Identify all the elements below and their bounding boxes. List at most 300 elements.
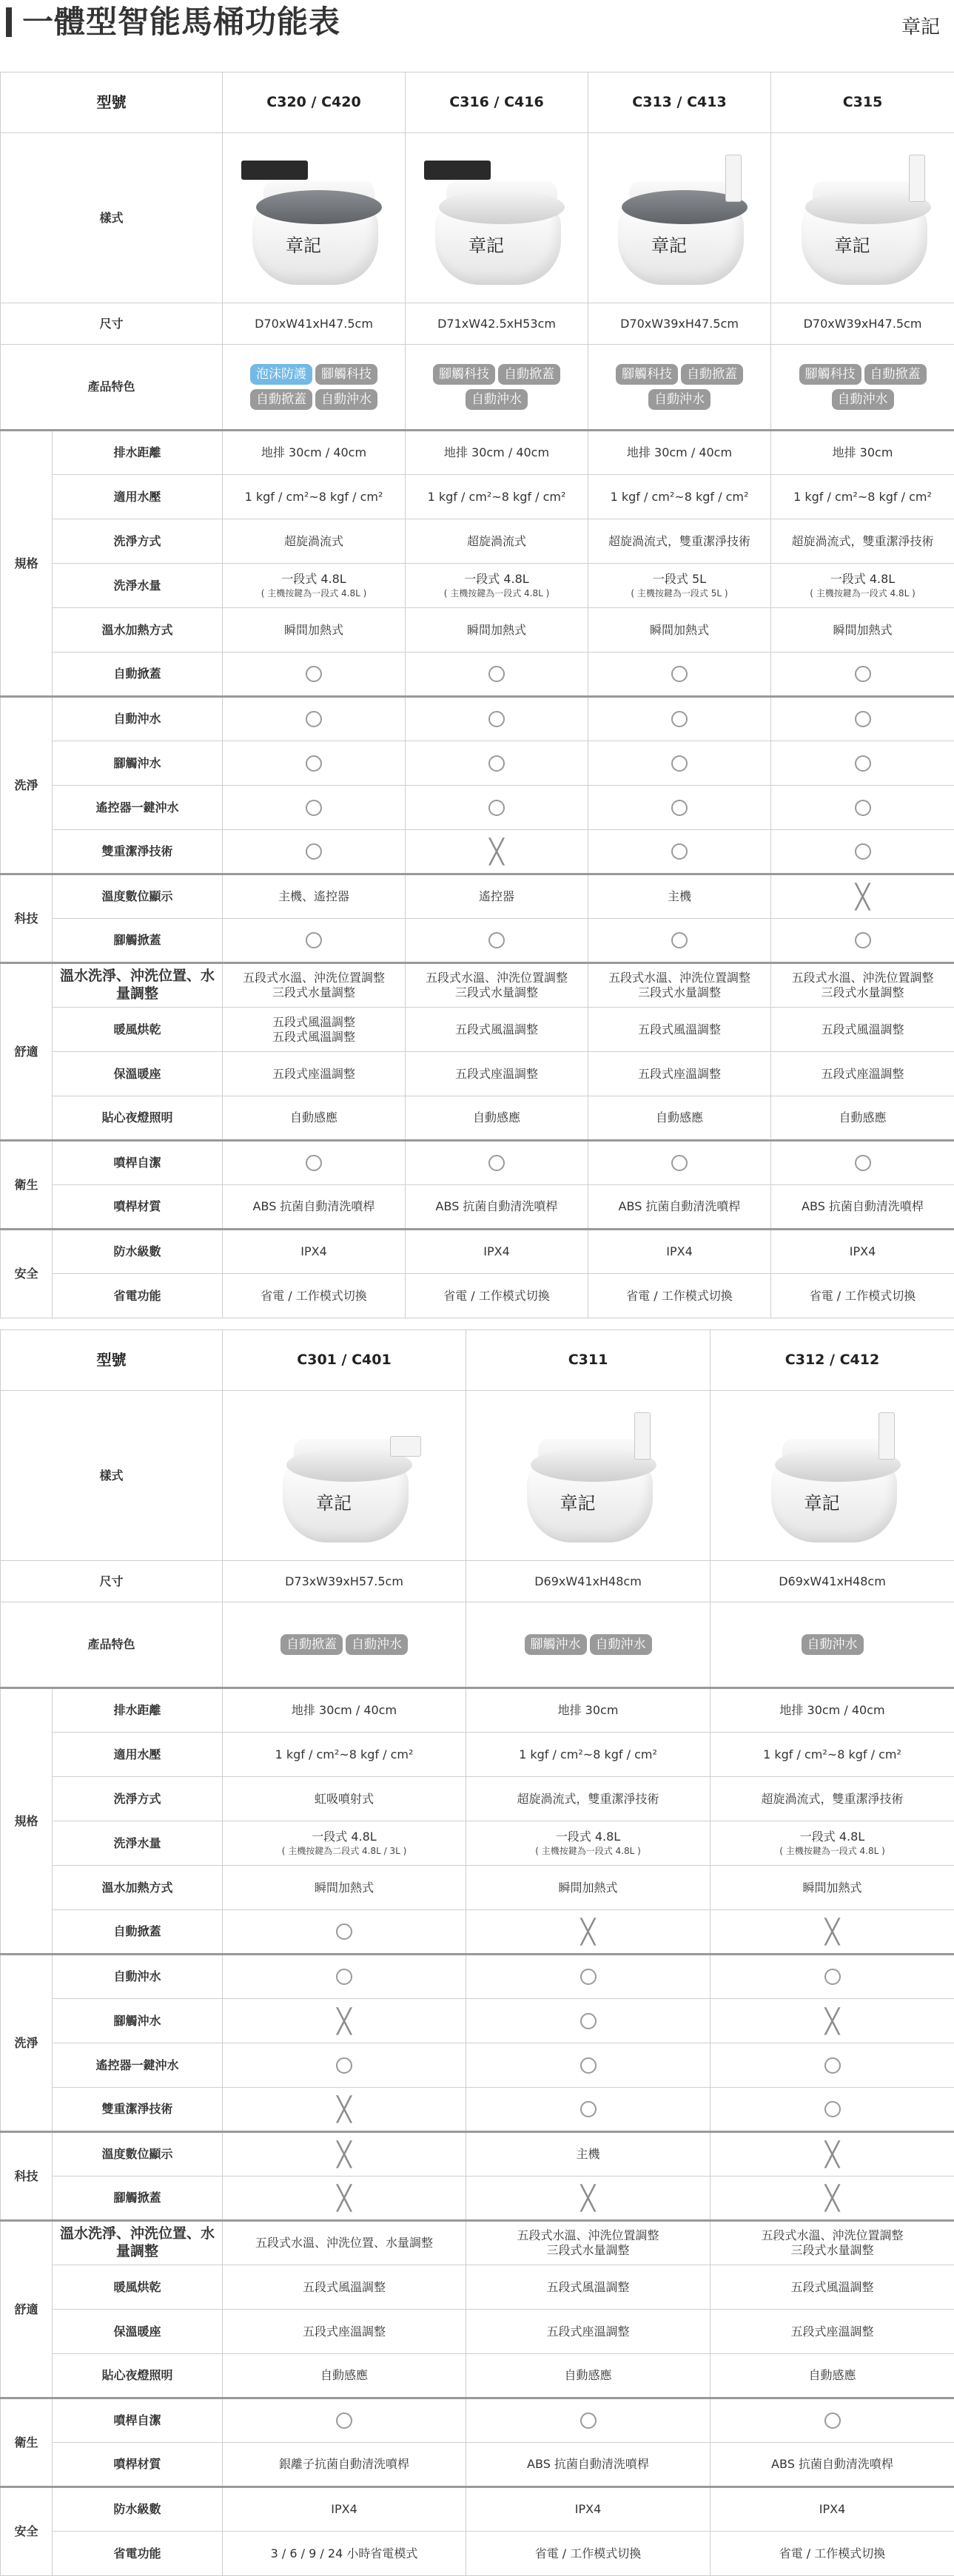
dual-row <box>1 830 954 874</box>
spec-cell <box>466 2043 711 2088</box>
waterproof-row <box>1 1230 954 1274</box>
spec-cell <box>711 2487 954 2532</box>
pressure-value: 1 kgf / cm²~8 kgf / cm² <box>519 1747 657 1761</box>
circle-icon <box>824 1969 841 1985</box>
auto-flush-row <box>1 697 954 741</box>
power-value: 省電 / 工作模式切換 <box>443 1289 550 1303</box>
circle-icon <box>336 1969 352 1985</box>
stamp-label: 章記 <box>316 1492 352 1514</box>
circle-icon <box>671 800 688 816</box>
spec-cell <box>406 963 588 1008</box>
warm-wash-label: 溫水洗淨、沖洗位置、水量調整 <box>53 963 223 1008</box>
seat-label: 保溫暖座 <box>53 1052 223 1096</box>
feature-badge: 腳觸科技 <box>616 364 678 385</box>
nozzle-mat-value: ABS 抗菌自動清洗噴桿 <box>436 1199 558 1213</box>
features-cell <box>588 345 771 431</box>
drain-value: 地排 30cm / 40cm <box>627 445 732 459</box>
spec-cell <box>771 919 954 963</box>
spec-cell <box>223 475 406 519</box>
spec-cell <box>406 830 588 874</box>
spec-cell <box>223 1274 406 1318</box>
remote-control <box>424 161 491 180</box>
spec-cell <box>771 1141 954 1185</box>
circle-icon <box>488 666 505 682</box>
seat-value: 五段式座溫調整 <box>546 2324 629 2339</box>
night-row <box>1 1096 954 1141</box>
spec-cell <box>588 1052 771 1096</box>
spec-cell <box>223 1866 466 1910</box>
spec-cell <box>223 564 406 608</box>
spec-cell <box>223 741 406 786</box>
spec-cell <box>466 1910 711 1955</box>
spec-cell <box>711 2043 954 2088</box>
group-clean: 洗淨 <box>1 697 53 874</box>
circle-icon <box>671 666 688 682</box>
spec-cell <box>711 1777 954 1821</box>
circle-icon <box>671 755 688 772</box>
nozzle-mat-value: ABS 抗菌自動清洗噴桿 <box>771 2457 893 2471</box>
seat-label: 保溫暖座 <box>53 2310 223 2354</box>
power-value: 省電 / 工作模式切換 <box>261 1289 367 1303</box>
spec-cell <box>406 1274 588 1318</box>
circle-icon <box>580 2013 597 2029</box>
product-image-cell <box>771 133 954 303</box>
water-row <box>1 1821 954 1866</box>
spec-cell <box>223 653 406 697</box>
pressure-label: 適用水壓 <box>53 1733 223 1777</box>
group-comfort: 舒適 <box>1 2221 53 2398</box>
seat-value: 五段式座溫調整 <box>821 1067 904 1081</box>
spec-cell <box>466 2132 711 2177</box>
spec-cell <box>771 1274 954 1318</box>
spec-cell <box>771 741 954 786</box>
feature-badges <box>468 1631 708 1659</box>
pressure-row <box>1 475 954 519</box>
dry-value: 五段式風溫調整 <box>546 2280 629 2294</box>
spec-cell <box>588 963 771 1008</box>
circle-icon <box>580 2057 597 2074</box>
dry-value: 五段式風溫調整 <box>790 2280 873 2294</box>
remote-control <box>241 161 308 180</box>
dual-label: 雙重潔淨技術 <box>53 830 223 874</box>
model-name: C311 <box>466 1330 711 1391</box>
waterproof-value: IPX4 <box>300 1244 327 1258</box>
spec-cell <box>223 2443 466 2487</box>
spec-cell <box>406 1096 588 1141</box>
spec-cell <box>588 1274 771 1318</box>
power-value: 省電 / 工作模式切換 <box>810 1289 916 1303</box>
spec-cell <box>466 1688 711 1733</box>
water-label: 洗淨水量 <box>53 1821 223 1866</box>
spec-cell <box>406 431 588 475</box>
features-cell <box>711 1602 954 1688</box>
nozzle-mat-label: 噴桿材質 <box>53 2443 223 2487</box>
circle-icon <box>488 711 505 727</box>
stamp-label: 章記 <box>286 235 321 257</box>
warm-wash-label: 溫水洗淨、沖洗位置、水量調整 <box>53 2221 223 2265</box>
product-image-cell <box>223 1391 466 1561</box>
spec-cell <box>711 2221 954 2265</box>
spec-cell <box>406 1052 588 1096</box>
cross-icon: ╳ <box>581 1920 595 1943</box>
spec-cell <box>223 2088 466 2132</box>
spec-cell <box>223 1688 466 1733</box>
spec-cell <box>711 1955 954 1999</box>
spec-cell <box>223 1185 406 1230</box>
remote-flush-row <box>1 786 954 830</box>
nozzle-clean-row <box>1 2398 954 2443</box>
spec-cell <box>223 1821 466 1866</box>
temp-display-label: 溫度數位顯示 <box>53 2132 223 2177</box>
spec-cell <box>223 1230 406 1274</box>
warm-wash-value-2: 三段式水量調整 <box>455 985 538 999</box>
spec-cell <box>406 1008 588 1052</box>
model-name: C301 / C401 <box>223 1330 466 1391</box>
spec-cell <box>711 2310 954 2354</box>
night-value: 自動感應 <box>290 1110 337 1125</box>
water-value: 一段式 4.8L <box>800 1830 864 1844</box>
flush-value: 虹吸噴射式 <box>315 1792 374 1806</box>
spec-cell <box>466 1821 711 1866</box>
circle-icon <box>306 843 322 860</box>
waterproof-label: 防水級數 <box>53 2487 223 2532</box>
spec-cell <box>223 2398 466 2443</box>
feature-badge: 自動沖水 <box>832 389 894 410</box>
style-row <box>1 133 954 303</box>
spec-table-1 <box>0 72 954 1318</box>
spec-cell <box>466 2265 711 2310</box>
seat-row <box>1 2310 954 2354</box>
spec-cell <box>771 475 954 519</box>
flush-value: 超旋渦流式 <box>284 534 343 548</box>
dry-row <box>1 1008 954 1052</box>
flush-row <box>1 519 954 564</box>
spec-cell <box>223 2487 466 2532</box>
feature-badge: 自動沖水 <box>590 1634 652 1655</box>
spec-cell <box>771 1096 954 1141</box>
spec-cell <box>771 1052 954 1096</box>
nozzle-mat-value: ABS 抗菌自動清洗噴桿 <box>527 2457 649 2471</box>
warm-wash-value-2: 三段式水量調整 <box>546 2243 629 2257</box>
heating-value: 瞬間加熱式 <box>833 623 892 637</box>
cross-icon: ╳ <box>856 885 870 908</box>
feature-badge: 自動掀蓋 <box>281 1634 343 1655</box>
style-row <box>1 1391 954 1561</box>
spec-cell <box>406 1185 588 1230</box>
spec-cell <box>466 1733 711 1777</box>
foot-open-label: 腳觸掀蓋 <box>53 919 223 963</box>
group-spec: 規格 <box>1 431 53 697</box>
seat-row <box>1 1052 954 1096</box>
spec-cell <box>406 874 588 919</box>
feature-badge: 腳觸科技 <box>433 364 495 385</box>
night-value: 自動感應 <box>808 2368 856 2382</box>
water-value: 一段式 4.8L <box>464 572 528 586</box>
night-value: 自動感應 <box>320 2368 368 2382</box>
product-image-cell <box>466 1391 711 1561</box>
water-value: 一段式 5L <box>653 572 706 586</box>
spec-cell <box>223 1008 406 1052</box>
spec-cell <box>771 564 954 608</box>
spec-cell <box>466 2487 711 2532</box>
water-value: 一段式 4.8L <box>556 1830 620 1844</box>
product-photo <box>773 144 953 292</box>
pressure-value: 1 kgf / cm²~8 kgf / cm² <box>275 1747 414 1761</box>
power-row <box>1 1274 954 1318</box>
group-hygiene: 衛生 <box>1 2398 53 2487</box>
size-label: 尺寸 <box>1 1561 223 1602</box>
title-accent-bar <box>6 7 12 37</box>
spec-cell <box>711 2132 954 2177</box>
spec-cell <box>406 608 588 653</box>
product-image-cell <box>588 133 771 303</box>
pressure-row <box>1 1733 954 1777</box>
auto-flush-row <box>1 1955 954 1999</box>
flush-label: 洗淨方式 <box>53 519 223 564</box>
seat-value: 五段式座溫調整 <box>455 1067 538 1081</box>
group-tech: 科技 <box>1 874 53 963</box>
circle-icon <box>336 2413 352 2429</box>
power-row <box>1 2532 954 2576</box>
group-clean: 洗淨 <box>1 1955 53 2132</box>
warm-wash-value: 五段式水溫、沖洗位置調整 <box>517 2228 659 2242</box>
spec-cell <box>466 2088 711 2132</box>
spec-cell <box>223 697 406 741</box>
circle-icon <box>855 800 871 816</box>
size-row <box>1 1561 954 1602</box>
drain-label: 排水距離 <box>53 1688 223 1733</box>
model-name: C315 <box>771 73 954 133</box>
dry-row <box>1 2265 954 2310</box>
product-photo <box>224 144 403 292</box>
circle-icon <box>671 1155 688 1171</box>
spec-cell <box>771 1008 954 1052</box>
spec-cell <box>223 1955 466 1999</box>
spec-cell <box>771 653 954 697</box>
auto-open-label: 自動掀蓋 <box>53 653 223 697</box>
spec-cell <box>223 1141 406 1185</box>
circle-icon <box>488 800 505 816</box>
page-header <box>0 0 954 52</box>
water-note: ( 主機按鍵為一段式 4.8L ) <box>224 588 403 599</box>
warm-wash-value-2: 三段式水量調整 <box>638 985 721 999</box>
waterproof-value: IPX4 <box>850 1244 876 1258</box>
circle-icon <box>306 711 322 727</box>
circle-icon <box>488 932 505 948</box>
spec-cell <box>223 919 406 963</box>
spec-cell <box>711 1866 954 1910</box>
warm-wash-row <box>1 2221 954 2265</box>
temp-display-row <box>1 874 954 919</box>
circle-icon <box>824 2101 841 2117</box>
temp-display-value: 主機、遙控器 <box>278 889 349 903</box>
cross-icon: ╳ <box>825 2009 839 2033</box>
size-label: 尺寸 <box>1 303 223 345</box>
spec-cell <box>406 697 588 741</box>
spec-cell <box>466 2398 711 2443</box>
remote-control <box>909 155 925 202</box>
temp-display-row <box>1 2132 954 2177</box>
group-comfort: 舒適 <box>1 963 53 1141</box>
product-photo <box>468 1402 708 1550</box>
spec-cell <box>466 1999 711 2043</box>
waterproof-row <box>1 2487 954 2532</box>
temp-display-value: 主機 <box>668 889 691 903</box>
water-note: ( 主機按鍵為一段式 4.8L ) <box>773 588 953 599</box>
temp-display-value: 主機 <box>576 2147 599 2161</box>
model-name: C313 / C413 <box>588 73 771 133</box>
dry-label: 暖風烘乾 <box>53 2265 223 2310</box>
drain-label: 排水距離 <box>53 431 223 475</box>
warm-wash-value: 五段式水溫、沖洗位置調整 <box>791 971 933 985</box>
cross-icon: ╳ <box>489 840 503 863</box>
stamp-label: 章記 <box>901 15 940 40</box>
warm-wash-row <box>1 963 954 1008</box>
flush-row <box>1 1777 954 1821</box>
seat-value: 五段式座溫調整 <box>272 1067 355 1081</box>
drain-value: 地排 30cm / 40cm <box>444 445 549 459</box>
circle-icon <box>855 711 871 727</box>
circle-icon <box>671 932 688 948</box>
flush-value: 超旋渦流式，雙重潔淨技術 <box>791 534 933 548</box>
spec-cell <box>588 874 771 919</box>
spec-cell <box>406 564 588 608</box>
feature-badge: 自動掀蓋 <box>864 364 927 385</box>
circle-icon <box>855 932 871 948</box>
dry-value: 五段式風溫調整 <box>455 1022 538 1036</box>
feature-badges <box>407 360 586 414</box>
model-label: 型號 <box>1 1330 223 1391</box>
spec-cell <box>223 2532 466 2576</box>
heating-row <box>1 608 954 653</box>
model-row <box>1 73 954 133</box>
spec-cell <box>223 2354 466 2398</box>
spec-cell <box>466 2443 711 2487</box>
circle-icon <box>580 1969 597 1985</box>
spec-cell <box>223 1096 406 1141</box>
spec-cell <box>588 519 771 564</box>
cross-icon: ╳ <box>581 2186 595 2210</box>
circle-icon <box>824 2057 841 2074</box>
spec-cell <box>711 2088 954 2132</box>
features-cell <box>223 1602 466 1688</box>
foot-flush-label: 腳觸沖水 <box>53 1999 223 2043</box>
cross-icon: ╳ <box>825 2142 839 2166</box>
style-label: 樣式 <box>1 133 223 303</box>
waterproof-label: 防水級數 <box>53 1230 223 1274</box>
spec-cell <box>711 2443 954 2487</box>
feature-badge: 自動沖水 <box>802 1634 864 1655</box>
size-value: D70xW41xH47.5cm <box>223 303 406 345</box>
size-value: D71xW42.5xH53cm <box>406 303 588 345</box>
circle-icon <box>580 2413 597 2429</box>
circle-icon <box>306 800 322 816</box>
spec-cell <box>223 1777 466 1821</box>
spec-cell <box>223 1733 466 1777</box>
spec-cell <box>223 786 406 830</box>
features-cell <box>223 345 406 431</box>
spec-cell <box>771 830 954 874</box>
heating-value: 瞬間加熱式 <box>558 1881 617 1895</box>
dual-label: 雙重潔淨技術 <box>53 2088 223 2132</box>
feature-badge: 自動沖水 <box>346 1634 408 1655</box>
cross-icon: ╳ <box>337 2142 351 2166</box>
spec-cell <box>406 653 588 697</box>
feature-badges <box>590 360 769 414</box>
feature-badges <box>712 1631 953 1659</box>
remote-control <box>725 155 742 202</box>
feature-badge: 自動沖水 <box>466 389 528 410</box>
heating-value: 瞬間加熱式 <box>315 1881 374 1895</box>
spec-cell <box>711 2177 954 2221</box>
foot-flush-row <box>1 741 954 786</box>
features-cell <box>466 1602 711 1688</box>
warm-wash-value-2: 三段式水量調整 <box>272 985 355 999</box>
remote-control <box>634 1412 651 1460</box>
product-photo <box>224 1402 464 1550</box>
circle-icon <box>855 1155 871 1171</box>
spec-cell <box>588 653 771 697</box>
heating-value: 瞬間加熱式 <box>284 623 343 637</box>
drain-value: 地排 30cm / 40cm <box>261 445 366 459</box>
group-safety: 安全 <box>1 1230 53 1318</box>
flush-label: 洗淨方式 <box>53 1777 223 1821</box>
power-label: 省電功能 <box>53 1274 223 1318</box>
spec-cell <box>406 919 588 963</box>
cross-icon: ╳ <box>337 2097 351 2121</box>
auto-open-label: 自動掀蓋 <box>53 1910 223 1955</box>
seat-value: 五段式座溫調整 <box>303 2324 386 2339</box>
circle-icon <box>855 666 871 682</box>
circle-icon <box>336 1923 352 1940</box>
spec-cell <box>223 2310 466 2354</box>
circle-icon <box>824 2413 841 2429</box>
flush-value: 超旋渦流式，雙重潔淨技術 <box>517 1792 659 1806</box>
circle-icon <box>306 1155 322 1171</box>
drain-row <box>1 431 954 475</box>
cross-icon: ╳ <box>825 2186 839 2210</box>
circle-icon <box>580 2101 597 2117</box>
water-value: 一段式 4.8L <box>830 572 895 586</box>
circle-icon <box>855 755 871 772</box>
nozzle-clean-label: 噴桿自潔 <box>53 2398 223 2443</box>
spec-cell <box>588 1096 771 1141</box>
water-row <box>1 564 954 608</box>
features-cell <box>771 345 954 431</box>
spec-table-2 <box>0 1329 954 2576</box>
spec-cell <box>223 431 406 475</box>
auto-open-row <box>1 653 954 697</box>
spec-cell <box>711 1733 954 1777</box>
power-value: 省電 / 工作模式切換 <box>626 1289 733 1303</box>
dry-label: 暖風烘乾 <box>53 1008 223 1052</box>
water-note: ( 主機按鍵為一段式 4.8L ) <box>407 588 586 599</box>
warm-wash-value: 五段式水溫、沖洗位置調整 <box>608 971 750 985</box>
spec-cell <box>588 564 771 608</box>
cross-icon: ╳ <box>825 1920 839 1943</box>
warm-wash-value: 五段式水溫、沖洗位置調整 <box>761 2228 903 2242</box>
product-image-cell <box>406 133 588 303</box>
seat-value: 五段式座溫調整 <box>638 1067 721 1081</box>
flush-value: 超旋渦流式，雙重潔淨技術 <box>608 534 750 548</box>
circle-icon <box>671 843 688 860</box>
circle-icon <box>336 2057 352 2074</box>
feature-badges <box>224 360 403 414</box>
spec-cell <box>588 1230 771 1274</box>
remote-flush-row <box>1 2043 954 2088</box>
night-value: 自動感應 <box>839 1110 886 1125</box>
feature-badges <box>224 1631 464 1659</box>
